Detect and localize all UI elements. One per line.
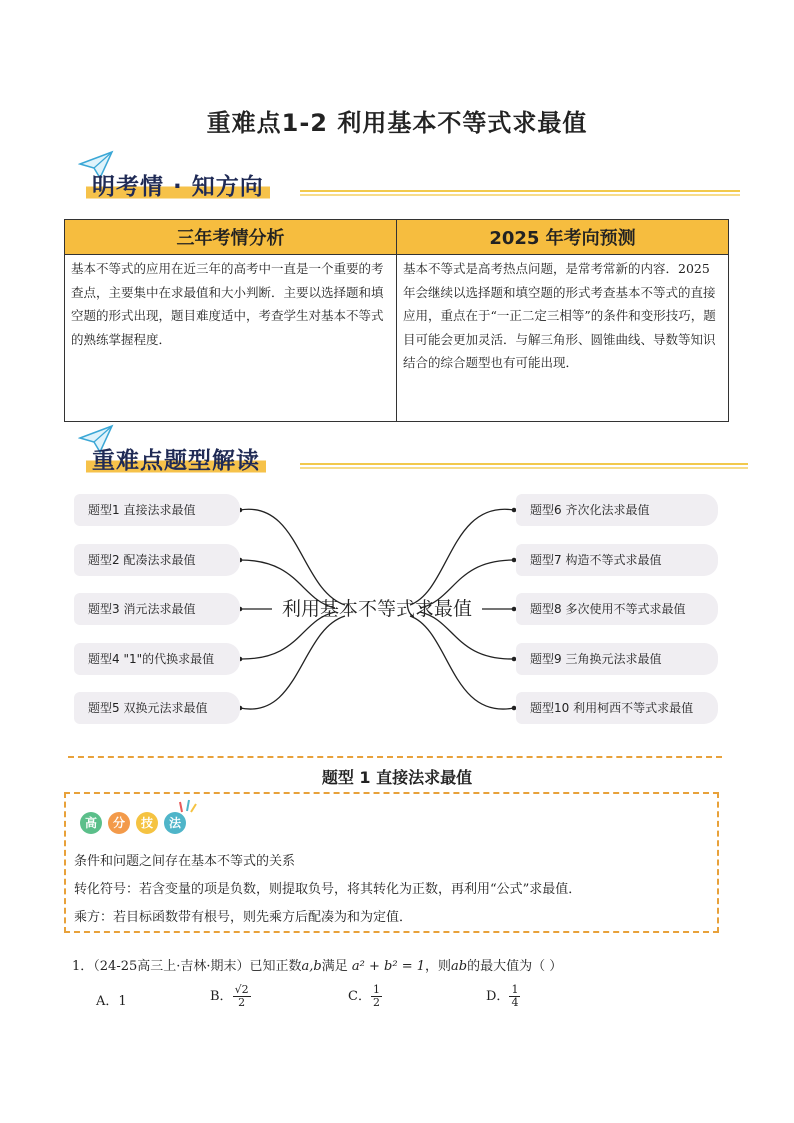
sparkle-icon [178, 798, 198, 814]
dashed-divider [68, 756, 722, 758]
mindmap-node-type6: 题型6 齐次化法求最值 [516, 494, 718, 526]
table-header: 三年考情分析 [65, 220, 397, 255]
fraction-denominator: 4 [511, 996, 519, 1009]
type1-title: 题型 1 直接法求最值 [321, 768, 473, 787]
question-number: 1． [72, 959, 94, 974]
exam-analysis-table [64, 219, 729, 422]
option-label: D． [486, 989, 510, 1004]
fraction-numerator: 1 [511, 983, 519, 996]
mindmap-node-type8: 题型8 多次使用不等式求最值 [516, 593, 718, 625]
question-1 [72, 955, 562, 974]
mindmap-node-type10: 题型10 利用柯西不等式求最值 [516, 692, 718, 724]
math-equation: a² + b² = 1 [351, 959, 426, 974]
mindmap-node-type5: 题型5 双换元法求最值 [74, 692, 240, 724]
tips-box [64, 792, 719, 933]
tip-line: 转化符号：若含变量的项是负数，则提取负号，将其转化为正数，再利用“公式”求最值． [74, 882, 582, 897]
option-label: C． [348, 989, 371, 1004]
tips-badge: 技 [136, 812, 158, 834]
option-d[interactable] [486, 984, 520, 1009]
option-label: A． [96, 994, 119, 1009]
section-banner: 重难点题型解读 [86, 440, 266, 477]
page-title: 重难点1-2 利用基本不等式求最值 [206, 109, 588, 137]
mindmap-node-type3: 题型3 消元法求最值 [74, 593, 240, 625]
fraction-denominator: 2 [372, 996, 380, 1009]
fraction-denominator: 2 [238, 996, 246, 1009]
question-source: （24-25高三上·吉林·期末） [93, 959, 250, 974]
option-a[interactable] [96, 990, 127, 1009]
fraction-numerator: 1 [372, 983, 380, 996]
mindmap-node-type2: 题型2 配凑法求最值 [74, 544, 240, 576]
divider [300, 190, 740, 197]
option-fraction [233, 984, 251, 1009]
mindmap-node-type4: 题型4 "1"的代换求最值 [74, 643, 240, 675]
tips-badge: 分 [108, 812, 130, 834]
question-text: 的最大值为（ ） [467, 959, 563, 974]
math-target: ab [451, 959, 468, 974]
tip-line: 乘方：若目标函数带有根号，则先乘方后配凑为和为定值． [74, 910, 413, 925]
question-text: 满足 [321, 959, 348, 974]
option-c[interactable] [348, 984, 382, 1009]
fraction-numerator: √2 [234, 983, 249, 996]
option-label: B． [210, 989, 233, 1004]
option-fraction [509, 984, 520, 1009]
math-vars: a,b [301, 959, 322, 974]
tips-badge: 高 [80, 812, 102, 834]
divider [300, 463, 748, 470]
option-b[interactable] [210, 984, 251, 1009]
mindmap-node-type7: 题型7 构造不等式求最值 [516, 544, 718, 576]
mindmap-center: 利用基本不等式求最值 [282, 598, 473, 620]
question-text: 已知正数 [249, 959, 302, 974]
question-text: ，则 [425, 959, 452, 974]
section-banner: 明考情 · 知方向 [86, 166, 270, 203]
tips-badge: 法 [164, 812, 186, 834]
mindmap-node-type1: 题型1 直接法求最值 [74, 494, 240, 526]
analysis-cell-forecast: 基本不等式是高考热点问题，是常考常新的内容．2025 年会继续以选择题和填空题的形式考查基本不等式的直接应用，重点在于“一正二定三相等”的条件和变形技巧，题目可能会更加灵活．与解三角形、圆锥曲线、导数等知识结合的综合题型也有可能出现． [397, 255, 729, 422]
mindmap-node-type9: 题型9 三角换元法求最值 [516, 643, 718, 675]
table-header: 2025 年考向预测 [397, 220, 729, 255]
option-value: 1 [118, 994, 127, 1009]
tip-line: 条件和问题之间存在基本不等式的关系 [74, 854, 296, 869]
analysis-cell-past: 基本不等式的应用在近三年的高考中一直是一个重要的考查点，主要集中在求最值和大小判断．主要以选择题和填空题的形式出现，题目难度适中，考查学生对基本不等式的熟练掌握程度． [65, 255, 397, 422]
option-fraction [371, 984, 382, 1009]
